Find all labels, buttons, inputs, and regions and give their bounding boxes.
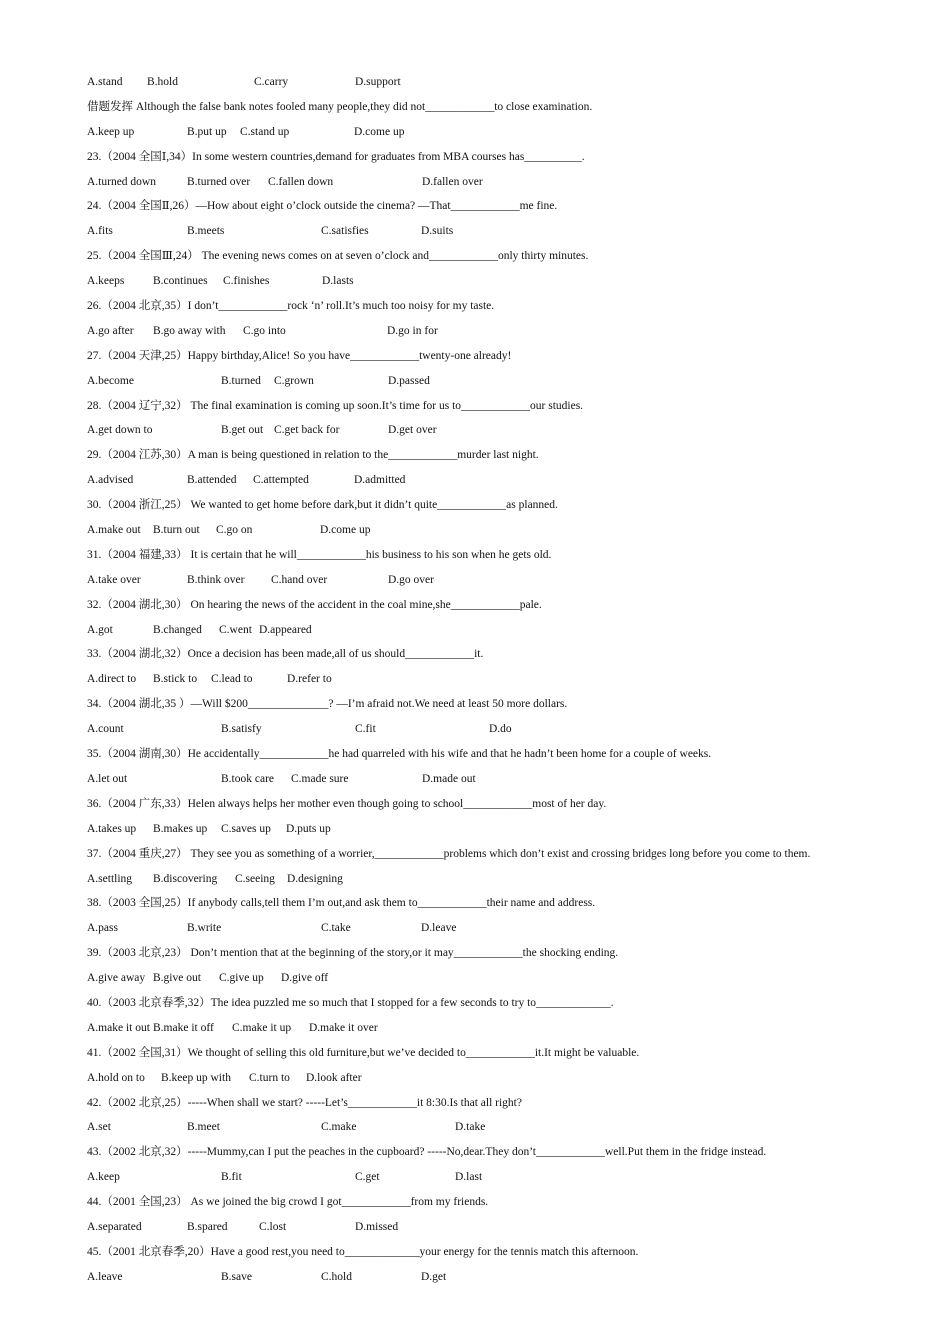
answer-option: D.appeared <box>259 623 312 636</box>
answer-option: A.settling <box>87 872 133 885</box>
answer-option: D.support <box>355 76 401 88</box>
answer-option: B.put up <box>187 125 227 138</box>
answer-option: B.fit <box>221 1171 242 1184</box>
answer-option: D.refer to <box>287 673 332 686</box>
answer-options <box>87 319 927 344</box>
answer-option: D.puts up <box>286 822 331 835</box>
answer-options <box>87 1115 927 1140</box>
answer-option: A.make out <box>87 524 141 537</box>
answer-option: C.seeing <box>235 872 275 885</box>
question-text: 31.（2004 福建,33） It is certain that he will____________his business to his son when he gets old. <box>87 548 552 561</box>
answer-option: C.go into <box>243 324 286 337</box>
answer-option: B.continues <box>153 275 208 288</box>
answer-option: D.designing <box>287 872 343 885</box>
question-text: 40.（2003 北京春季,32）The idea puzzled me so much that I stopped for a few seconds to try to_____________. <box>87 996 614 1009</box>
answer-option: A.direct to <box>87 673 137 686</box>
answer-option: B.make it off <box>153 1021 214 1034</box>
answer-option: D.fallen over <box>422 175 483 188</box>
question-text: 45.（2001 北京春季,20）Have a good rest,you need to_____________your energy for the tennis match this afternoon. <box>87 1245 639 1258</box>
answer-option: A.takes up <box>87 822 137 835</box>
answer-option: D.come up <box>354 125 405 138</box>
answer-option: B.meet <box>187 1121 220 1134</box>
question-text: 24.（2004 全国Ⅱ,26）—How about eight o’clock outside the cinema? —That____________me fine. <box>87 200 558 213</box>
answer-option: A.hold on to <box>87 1071 145 1084</box>
answer-option: B.write <box>187 922 222 935</box>
answer-option: B.took care <box>221 772 275 785</box>
answer-option: A.get down to <box>87 424 153 437</box>
answer-option: D.admitted <box>354 474 406 487</box>
answer-option: A.give away <box>87 972 146 985</box>
answer-option: D.look after <box>306 1071 362 1084</box>
answer-option: B.hold <box>147 76 178 88</box>
answer-option: A.leave <box>87 1270 123 1283</box>
answer-options <box>87 518 927 543</box>
question-text: 39.（2003 北京,23） Don’t mention that at the beginning of the story,or it may____________the shocking ending. <box>87 947 619 960</box>
answer-options <box>87 369 927 394</box>
answer-options <box>87 120 927 145</box>
answer-option: A.keeps <box>87 275 125 288</box>
answer-options <box>87 468 927 493</box>
answer-option: C.give up <box>219 972 264 985</box>
answer-options <box>87 1165 927 1190</box>
answer-option: A.make it out <box>87 1021 150 1034</box>
answer-option: C.make <box>321 1121 357 1134</box>
answer-option: D.give off <box>281 972 329 985</box>
question-text: 28.（2004 辽宁,32） The final examination is coming up soon.It’s time for us to____________our studies. <box>87 399 584 412</box>
answer-options <box>87 817 927 842</box>
answer-options <box>87 418 927 443</box>
answer-option: C.lost <box>259 1220 287 1233</box>
answer-option: A.stand <box>87 76 123 88</box>
answer-option: D.come up <box>320 524 371 537</box>
answer-option: D.made out <box>422 772 476 785</box>
answer-options <box>87 1016 927 1041</box>
answer-option: D.get over <box>388 424 437 437</box>
answer-option: C.get back for <box>274 424 340 437</box>
question-text: 36.（2004 广东,33）Helen always helps her mother even though going to school____________most of her day. <box>87 797 607 810</box>
answer-option: C.turn to <box>249 1071 290 1084</box>
answer-option: B.turn out <box>153 524 200 537</box>
question-text: 23.（2004 全国Ⅰ,34）In some western countries,demand for graduates from MBA courses has__________. <box>87 150 585 163</box>
answer-option: D.last <box>455 1171 483 1184</box>
question-text: 37.（2004 重庆,27） They see you as something of a worrier,____________problems which don’t exist and crossing bridges long before you come to them. <box>87 847 811 860</box>
question-text: 27.（2004 天津,25）Happy birthday,Alice! So you have____________twenty-one already! <box>87 349 512 362</box>
answer-option: D.lasts <box>322 275 354 288</box>
answer-option: D.missed <box>355 1220 399 1233</box>
answer-option: C.make it up <box>232 1021 292 1034</box>
answer-options <box>87 568 927 593</box>
answer-options <box>87 717 927 742</box>
answer-option: B.spared <box>187 1220 228 1233</box>
answer-option: C.fallen down <box>268 175 334 188</box>
answer-option: C.get <box>355 1171 380 1184</box>
question-text: 41.（2002 全国,31）We thought of selling this old furniture,but we’ve decided to____________it.It might be valuable. <box>87 1046 640 1059</box>
question-text: 26.（2004 北京,35）I don’t____________rock ‘n’ roll.It’s much too noisy for my taste. <box>87 300 495 313</box>
answer-option: D.take <box>455 1121 486 1134</box>
answer-option: C.grown <box>274 374 314 387</box>
question-text: 38.（2003 全国,25）If anybody calls,tell them I’m out,and ask them to____________their name and address. <box>87 897 596 910</box>
answer-options <box>87 70 927 95</box>
answer-option: A.advised <box>87 474 134 487</box>
answer-options <box>87 1215 927 1240</box>
answer-option: D.do <box>489 723 512 736</box>
answer-options <box>87 269 927 294</box>
answer-option: A.fits <box>87 225 113 238</box>
answer-options <box>87 219 927 244</box>
answer-option: A.pass <box>87 922 118 935</box>
answer-option: B.satisfy <box>221 723 262 736</box>
answer-option: C.hold <box>321 1270 352 1283</box>
answer-option: C.saves up <box>221 822 271 835</box>
answer-option: A.separated <box>87 1220 142 1233</box>
question-text: 32.（2004 湖北,30） On hearing the news of the accident in the coal mine,she____________pale. <box>87 598 542 611</box>
answer-options <box>87 767 927 792</box>
answer-option: D.go over <box>388 573 434 586</box>
question-text: 29.（2004 江苏,30）A man is being questioned in relation to the____________murder last night. <box>87 449 539 462</box>
answer-options <box>87 966 927 991</box>
answer-option: C.go on <box>216 524 253 537</box>
answer-option: A.let out <box>87 772 128 785</box>
question-text: 42.（2002 北京,25）-----When shall we start? -----Let’s____________it 8:30.Is that all right? <box>87 1096 522 1109</box>
answer-option: B.attended <box>187 474 237 487</box>
answer-option: C.carry <box>254 76 289 88</box>
answer-option: A.turned down <box>87 175 156 188</box>
answer-option: A.set <box>87 1121 111 1134</box>
answer-option: B.makes up <box>153 822 208 835</box>
answer-options <box>87 170 927 195</box>
answer-option: C.attempted <box>253 474 309 487</box>
answer-option: A.got <box>87 623 113 636</box>
answer-option: C.satisfies <box>321 225 369 238</box>
question-text: 25.（2004 全国Ⅲ,24） The evening news comes on at seven o’clock and____________only thirty minutes. <box>87 250 589 263</box>
question-text: 35.（2004 湖南,30）He accidentally____________he had quarreled with his wife and that he hadn’t been home for a couple of weeks. <box>87 748 712 761</box>
answer-options <box>87 916 927 941</box>
answer-option: B.think over <box>187 573 245 586</box>
answer-option: B.stick to <box>153 673 198 686</box>
answer-option: C.finishes <box>223 275 270 288</box>
answer-option: D.make it over <box>309 1021 378 1034</box>
answer-option: C.made sure <box>291 772 349 785</box>
answer-option: B.turned <box>221 374 261 387</box>
exercise-page <box>87 70 927 1290</box>
question-text: 借题发挥 Although the false bank notes fooled many people,they did not____________to close examination. <box>87 100 593 113</box>
answer-option: C.hand over <box>271 573 328 586</box>
answer-option: B.give out <box>153 972 201 985</box>
answer-option: C.fit <box>355 723 376 736</box>
question-text: 43.（2002 北京,32）-----Mummy,can I put the peaches in the cupboard? -----No,dear.They don’t____________well.Put them in the fridge instead. <box>87 1146 767 1159</box>
question-text: 44.（2001 全国,23） As we joined the big crowd I got____________from my friends. <box>87 1196 489 1209</box>
answer-option: D.leave <box>421 922 457 935</box>
answer-option: B.get out <box>221 424 264 437</box>
answer-options <box>87 867 927 892</box>
answer-option: D.passed <box>388 374 430 387</box>
answer-option: D.get <box>421 1270 447 1283</box>
answer-option: B.keep up with <box>161 1071 231 1084</box>
answer-option: C.lead to <box>211 673 253 686</box>
answer-option: B.discovering <box>153 872 218 885</box>
question-text: 34.（2004 湖北,35 ）—Will $200______________? —I’m afraid not.We need at least 50 more dollars. <box>87 698 568 711</box>
answer-option: A.go after <box>87 324 134 337</box>
answer-options <box>87 618 927 643</box>
answer-option: A.become <box>87 374 134 387</box>
answer-option: B.meets <box>187 225 225 238</box>
answer-option: D.suits <box>421 225 454 238</box>
answer-option: C.went <box>219 623 252 636</box>
answer-option: B.go away with <box>153 324 226 337</box>
answer-option: C.take <box>321 922 351 935</box>
answer-option: B.save <box>221 1270 252 1283</box>
answer-option: D.go in for <box>387 324 438 337</box>
answer-option: A.keep up <box>87 125 135 138</box>
answer-options <box>87 1066 927 1091</box>
answer-option: C.stand up <box>240 125 290 138</box>
answer-options <box>87 667 927 692</box>
answer-option: B.changed <box>153 623 202 636</box>
answer-option: B.turned over <box>187 175 251 188</box>
answer-option: A.take over <box>87 573 141 586</box>
answer-options <box>87 1265 927 1290</box>
question-text: 33.（2004 湖北,32）Once a decision has been made,all of us should____________it. <box>87 648 484 661</box>
answer-option: A.count <box>87 723 124 736</box>
question-text: 30.（2004 浙江,25） We wanted to get home before dark,but it didn’t quite____________as planned. <box>87 499 558 512</box>
answer-option: A.keep <box>87 1171 120 1184</box>
